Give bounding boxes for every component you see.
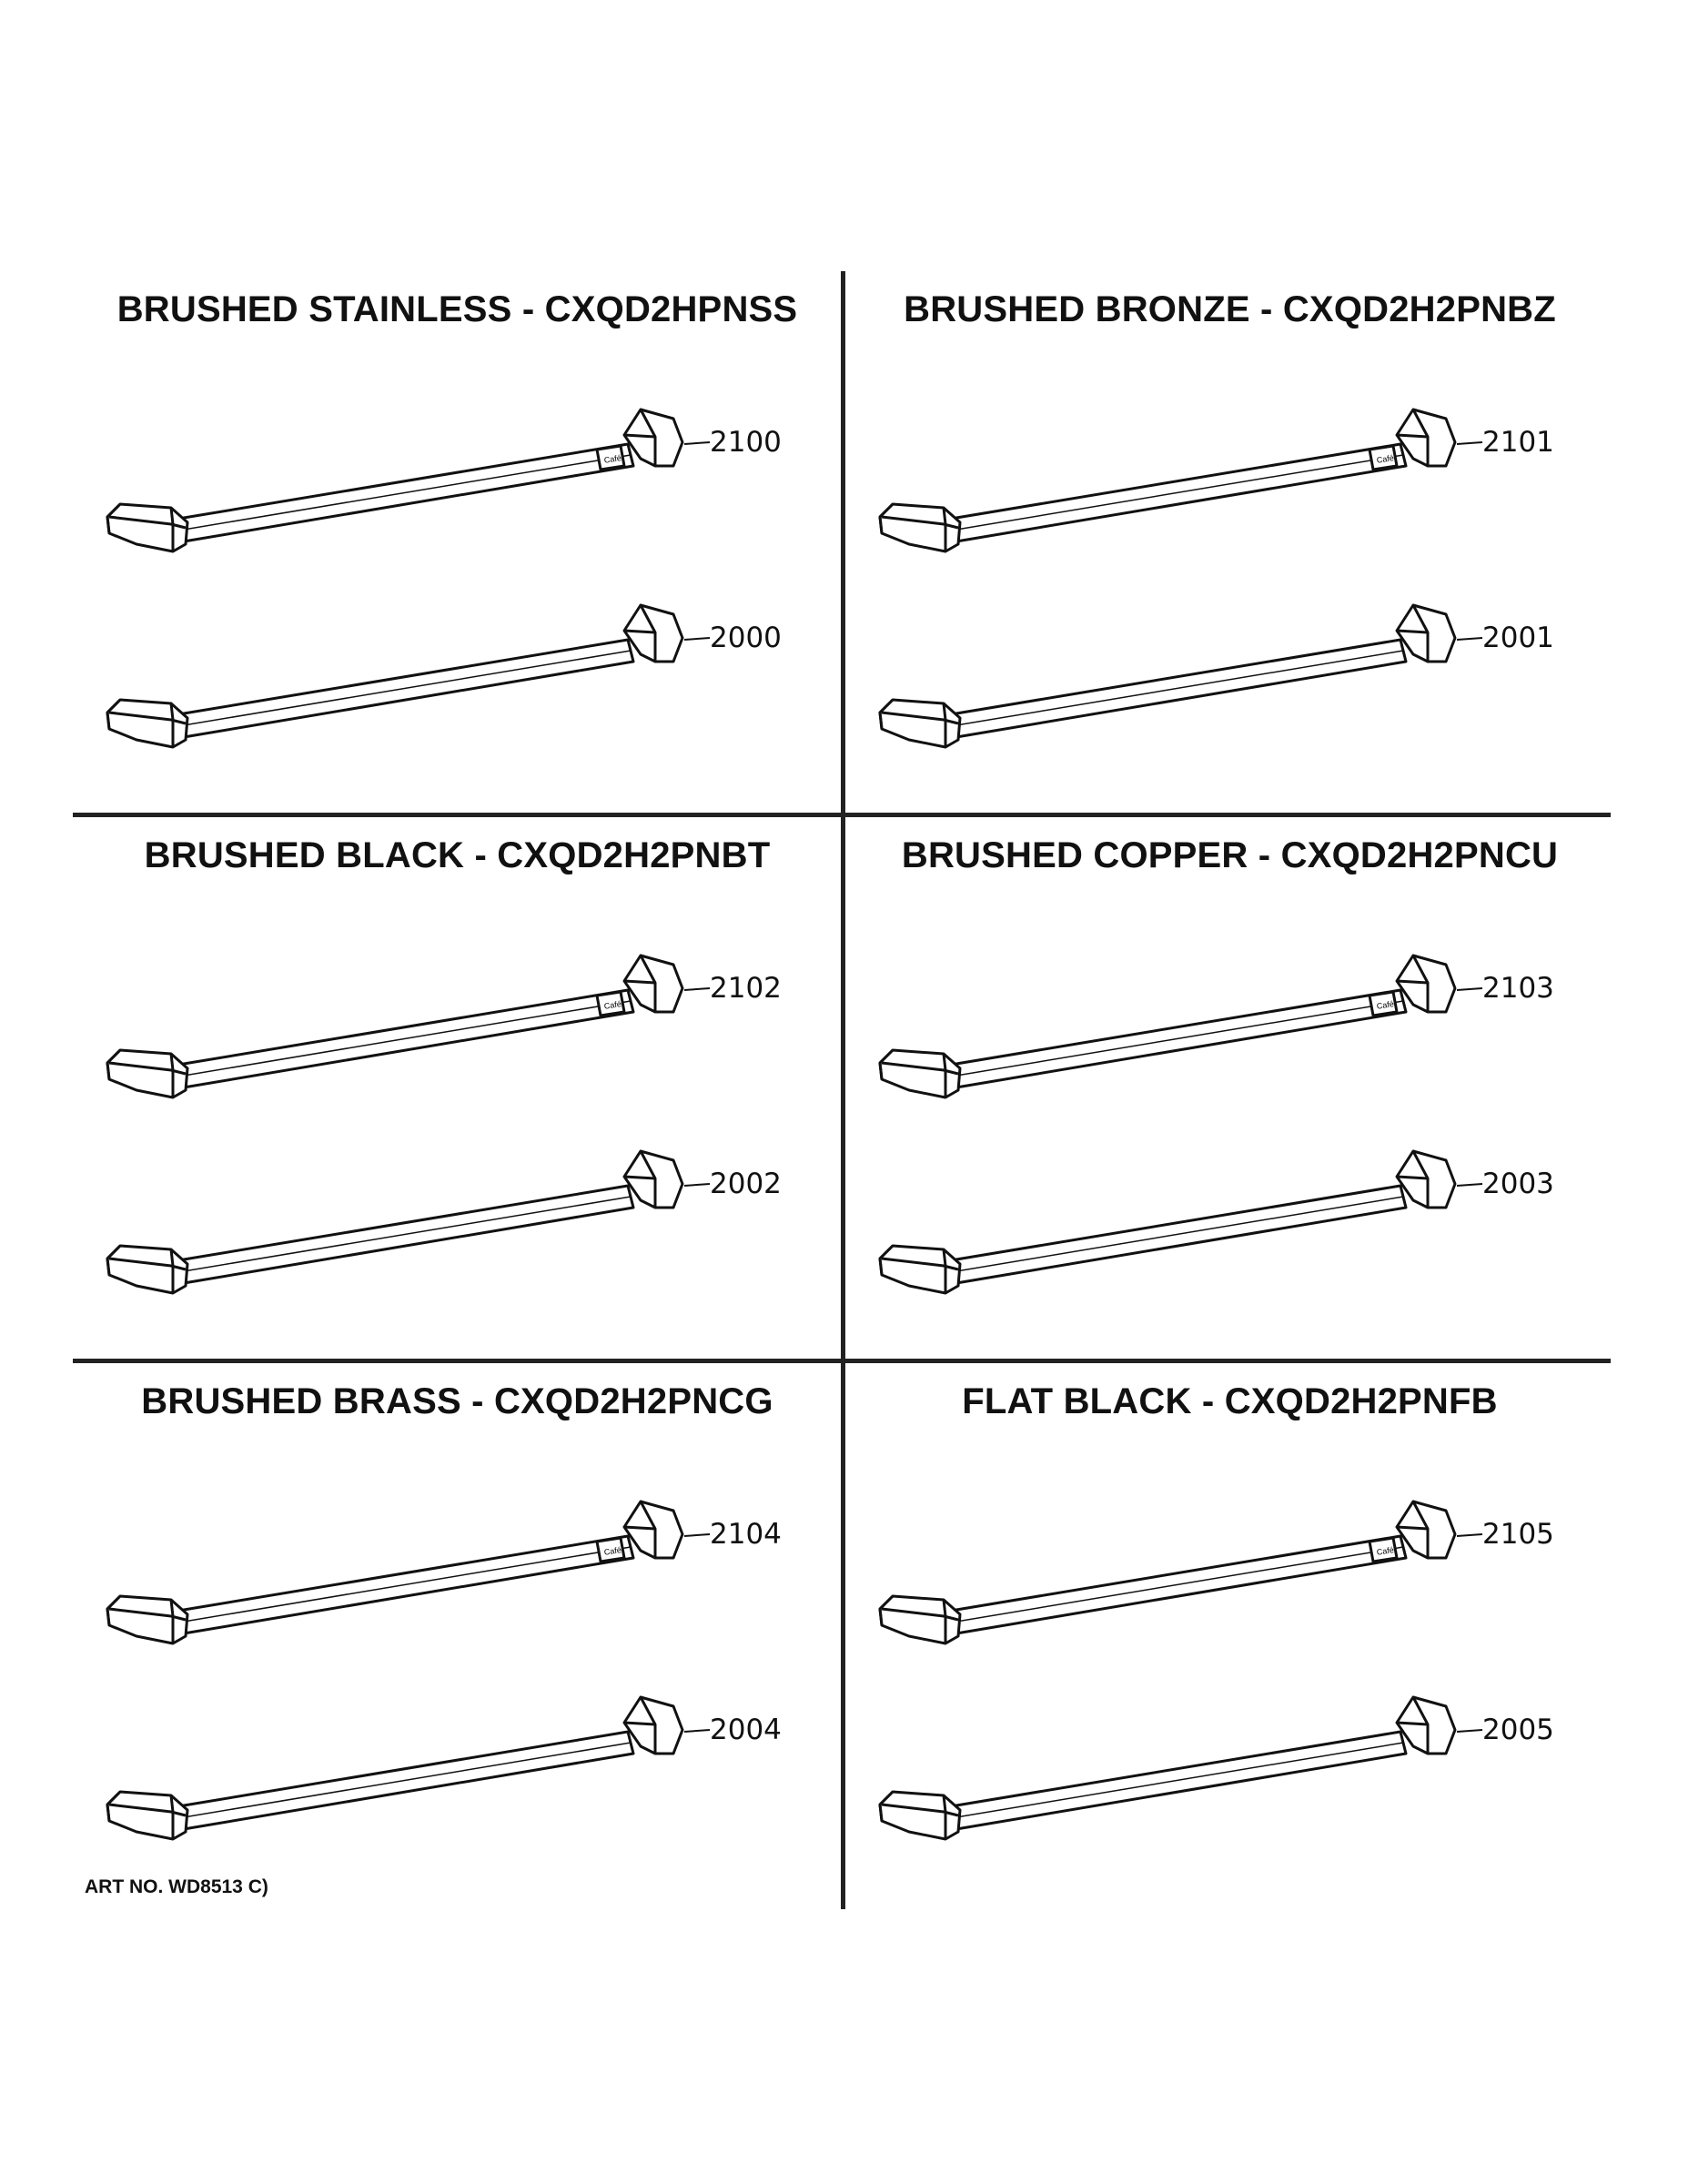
handle-kit-panel [73,271,842,813]
handle-drawing [845,917,1614,1117]
part-number-callout: 2104 [710,1518,782,1551]
panel-title: BRUSHED STAINLESS - CXQD2HPNSS [116,289,798,329]
part-number-callout: 2000 [710,622,782,654]
handle-with-logo [73,371,842,571]
handle-drawing [73,1659,842,1859]
cafe-logo-text: Café [1376,453,1395,465]
handle-drawing [73,917,842,1117]
panel-title: BRUSHED BLACK - CXQD2H2PNBT [144,835,771,875]
part-number-callout: 2103 [1482,972,1554,1005]
part-number-callout: 2002 [710,1168,782,1200]
handle-with-logo [845,1463,1614,1663]
part-number-callout: 2105 [1482,1518,1554,1551]
handle-with-logo [73,917,842,1117]
handle-with-logo [73,1463,842,1663]
cafe-logo-text: Café [603,999,622,1011]
part-number-callout: 2004 [710,1714,782,1746]
panel-title: BRUSHED BRONZE - CXQD2H2PNBZ [904,289,1556,329]
part-number-callout: 2100 [710,426,782,459]
handle-plain [845,1659,1614,1859]
part-number-callout: 2001 [1482,622,1554,654]
part-number-callout: 2101 [1482,426,1554,459]
panel-title: FLAT BLACK - CXQD2H2PNFB [962,1381,1498,1421]
panel-title: BRUSHED COPPER - CXQD2H2PNCU [901,835,1559,875]
handle-drawing [845,1463,1614,1663]
art-number: ART NO. WD8513 C) [85,1876,268,1897]
handle-drawing [845,567,1614,767]
panel-title: BRUSHED BRASS - CXQD2H2PNCG [141,1381,773,1421]
handle-drawing [73,567,842,767]
handle-plain [73,1659,842,1859]
handle-with-logo [845,371,1614,571]
handle-drawing [845,1113,1614,1313]
cafe-logo-text: Café [603,453,622,465]
handle-drawing [73,371,842,571]
handle-with-logo [845,917,1614,1117]
handle-kit-panel [845,271,1614,813]
handle-kit-panel [73,1363,842,1905]
cafe-logo-text: Café [603,1545,622,1557]
cafe-logo-text: Café [1376,1545,1395,1557]
handle-kit-panel [845,1363,1614,1905]
handle-plain [845,567,1614,767]
handle-drawing [73,1113,842,1313]
part-number-callout: 2102 [710,972,782,1005]
part-number-callout: 2003 [1482,1168,1554,1200]
handle-kit-panel [73,817,842,1359]
handle-plain [73,567,842,767]
handle-plain [845,1113,1614,1313]
handle-drawing [73,1463,842,1663]
handle-kit-panel [845,817,1614,1359]
cafe-logo-text: Café [1376,999,1395,1011]
handle-drawing [845,1659,1614,1859]
handle-drawing [845,371,1614,571]
part-number-callout: 2005 [1482,1714,1554,1746]
handle-plain [73,1113,842,1313]
